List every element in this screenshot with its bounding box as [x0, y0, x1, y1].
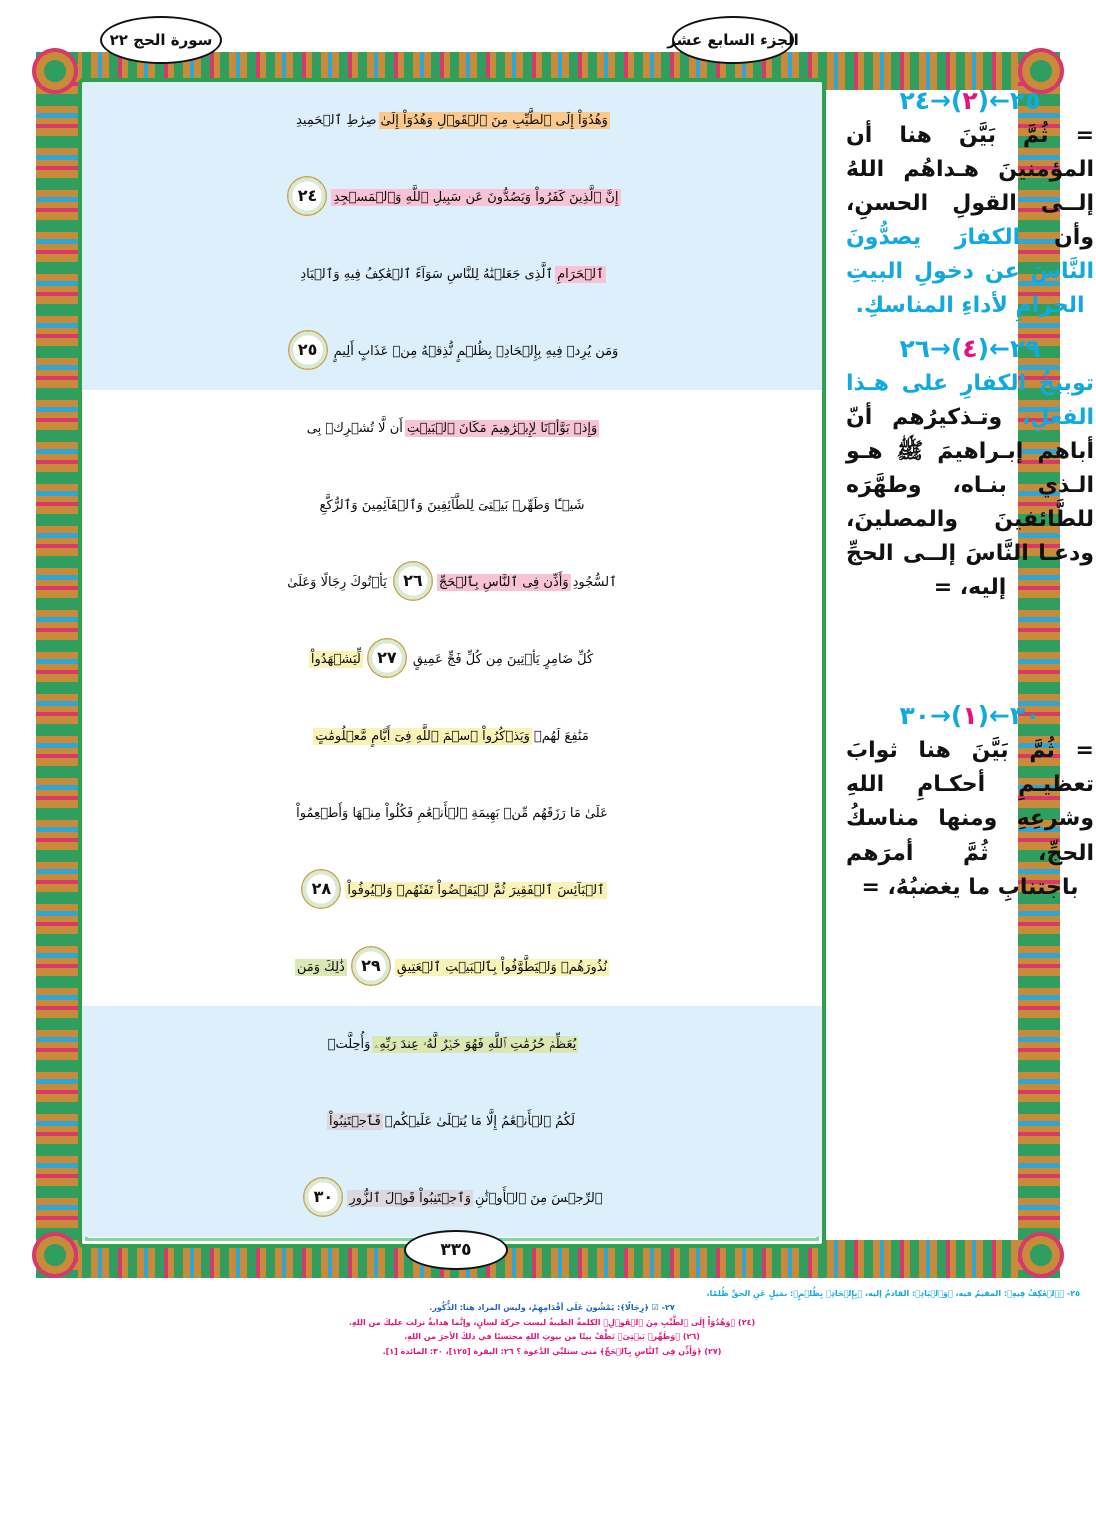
ayah-number-marker: ٣٠ — [303, 1177, 343, 1217]
commentary-text — [846, 367, 1094, 606]
ayah-number-marker: ٢٦ — [393, 561, 433, 601]
quran-segment: لِّيَشۡهَدُواْ — [310, 651, 361, 667]
verse-range-header — [846, 334, 1094, 363]
quran-line — [82, 544, 822, 621]
footnote-line: ٢٧- ☑ ﴿رِجَالًا﴾: يَمْشُونَ عَلَى أقْدَامِهِمْ، وليس المراد هنا: الذُّكُور. — [429, 1303, 675, 1313]
quran-line — [82, 82, 822, 159]
commentary-run: = ثُمَّ بَيَّنَ هنا أن المؤمنينَ هـداهُم اللهُ إلــى القولِ الحسنِ، وأن — [846, 123, 1094, 251]
quran-segment: وَٱجۡتَنِبُواْ قَوۡلَ ٱلزُّورِ — [349, 1190, 471, 1206]
quran-line — [82, 236, 822, 313]
quran-segment: ثُمَّ لۡيَقۡضُواْ تَفَثَهُمۡ وَلۡيُوفُواْ — [347, 882, 506, 898]
quran-line — [82, 390, 822, 467]
quran-segment: يُعَظِّمۡ حُرُمَٰتِ ٱللَّهِ فَهُوَ خَيۡرٌ لَّهُۥ عِندَ رَبِّهِۦ — [374, 1036, 577, 1052]
verse-range-from: ٢٤ — [899, 86, 930, 115]
quran-line — [82, 467, 822, 544]
commentary-text — [846, 734, 1094, 904]
arrow-right-icon: )→ — [929, 701, 963, 731]
footnote-line: (٢٤) ﴿وَهُدُوٓاْ إِلَى ٱلطَّيِّبِ مِنَ ٱلۡقَوۡلِ﴾ الكلمةُ الطيبةُ ليست حركةَ لسانٍ، وإنَّما هدايةٌ نزلت عليكَ من اللهِ. — [348, 1317, 756, 1327]
quran-segment: وَإِذۡ بَوَّأۡنَا لِإِبۡرَٰهِيمَ مَكَانَ ٱلۡبَيۡتِ — [406, 420, 598, 436]
quran-segment: ٱلۡبَآئِسَ ٱلۡفَقِيرَ — [509, 882, 605, 898]
verse-range-to: ٢٥ — [1010, 86, 1041, 115]
arrow-left-icon: ←( — [977, 333, 1010, 363]
quran-segment: وَمَن يُرِدۡ فِيهِ بِإِلۡحَادِۭ بِظُلۡمٍ نُّذِقۡهُ مِنۡ عَذَابٍ أَلِيمٍ — [333, 343, 619, 359]
corner-rosette-bottom-left — [32, 1232, 78, 1278]
commentary-block — [846, 701, 1094, 904]
quran-segment: إِنَّ ٱلَّذِينَ كَفَرُواْ وَيَصُدُّونَ عَن سَبِيلِ ٱللَّهِ وَٱلۡمَسۡجِدِ — [333, 189, 619, 205]
quran-segment: ٱلَّذِى جَعَلۡنَٰهُ لِلنَّاسِ سَوَآءً ٱلۡعَٰكِفُ فِيهِ وَٱلۡبَادِ — [300, 266, 554, 282]
verse-range-header — [846, 86, 1094, 115]
quran-line — [82, 313, 822, 390]
quran-line — [82, 698, 822, 775]
commentary-run: توبيخُ الكفارِ على هـذا الفعلِ، — [846, 370, 1094, 430]
footnote-line: (٢٦) ﴿وَطَهِّرۡ بَيۡتِىَ﴾ نَظِّفْ بيتًا من بيوتِ اللهِ محتسبًا في ذلكَ الأجرَ من اللهِ. — [404, 1332, 700, 1342]
arrow-left-icon: ←( — [977, 86, 1010, 115]
verse-range-from: ٢٦ — [899, 333, 930, 363]
verse-range-from: ٣٠ — [899, 701, 930, 731]
commentary-sidebar — [846, 86, 1094, 1266]
quran-segment: فَٱجۡتَنِبُواْ — [329, 1113, 381, 1129]
quran-segment: ٱلسُّجُودِ — [572, 574, 617, 590]
quran-segment: مَنَٰفِعَ لَهُمۡ — [533, 728, 589, 744]
quran-line — [82, 159, 822, 236]
verse-range-to: ٢٩ — [1010, 333, 1041, 363]
quran-segment: كُلِّ ضَامِرٍ يَأۡتِينَ مِن كُلِّ فَجٍّ عَمِيقٍ — [412, 651, 594, 667]
page-number-plate — [404, 1230, 508, 1270]
quran-segment: لَكُمُ ٱلۡأَنۡعَٰمُ إِلَّا مَا يُتۡلَىٰ عَلَيۡكُمۡ — [384, 1113, 575, 1129]
surah-medallion-label: سورة الحج ٢٢ — [109, 31, 213, 49]
quran-segment: عَلَىٰ مَا رَزَقَهُم مِّنۢ بَهِيمَةِ ٱلۡأَنۡعَٰمِ فَكُلُواْ مِنۡهَا وَأَطۡعِمُواْ — [296, 805, 608, 821]
commentary-run: الكفارَ يصدُّونَ النَّاسَ عن دخولِ البيتِ الحرامِ لأداءِ المناسكِ. — [846, 225, 1094, 319]
footnotes-section — [24, 1288, 1080, 1360]
commentary-run: = ثُمَّ بَيَّنَ هنا ثوابَ تعظيـمِ أحكـامِ اللهِ وشرعِهِ ومنها مناسكُ الحجِّ، ثُمَّ أمرَهم باجتنابِ ما يغضبُهُ، = — [846, 738, 1094, 900]
juz-medallion-label: الجزء السابع عشر — [667, 31, 799, 49]
quran-segment: وَيَذۡكُرُواْ ٱسۡمَ ٱللَّهِ فِىٓ أَيَّامٍ مَّعۡلُومَٰتٍ — [315, 728, 530, 744]
quran-segment: ذَٰلِكَ وَمَن — [296, 959, 345, 975]
quran-line — [82, 1083, 822, 1160]
juz-medallion — [667, 16, 799, 64]
ayah-number-marker: ٢٤ — [287, 176, 327, 216]
quran-segment: شَيۡـًٔا وَطَهِّرۡ بَيۡتِىَ لِلطَّآئِفِينَ وَٱلۡقَآئِمِينَ وَٱلرُّكَّعِ — [319, 497, 585, 513]
verse-count: ٢ — [962, 86, 978, 115]
verse-count: ٤ — [962, 333, 978, 363]
quran-segment: يَأۡتُوكَ رِجَالًا وَعَلَىٰ — [287, 574, 387, 590]
quran-segment: نُذُورَهُمۡ وَلۡيَطَّوَّفُواْ بِٱلۡبَيۡتِ ٱلۡعَتِيقِ — [396, 959, 608, 975]
quran-line — [82, 775, 822, 852]
quran-line — [82, 621, 822, 698]
ayah-number-marker: ٢٩ — [351, 946, 391, 986]
commentary-run: وتـذكيرُهم أنّ أباهم إبـراهيمَ ﷺ هـو الـذي بنـاه، وطهَّرَه للطَّائفينَ والمصلينَ، ودعـا النَّاسَ إلــى الحجِّ إليه، = — [846, 404, 1094, 601]
quran-segment: وَأَذِّن فِى ٱلنَّاسِ بِٱلۡحَجِّ — [438, 574, 569, 590]
quran-segment: أَن لَّا تُشۡرِكۡ بِى — [306, 420, 403, 436]
arrow-right-icon: )→ — [929, 86, 963, 115]
footnote-line: ٢٥- ﴿ٱلۡعَٰكِفُ فِيهِ﴾: المقيمُ فيه، ﴿وَٱلۡبَادِ﴾: القادمُ إليه، ﴿بِإِلۡحَادِۭ بِظُلۡمٍ﴾: بمَيلٍ عَنِ الحقِّ ظُلمًا، — [706, 1289, 1080, 1298]
ayah-number-marker: ٢٥ — [288, 330, 328, 370]
commentary-text — [846, 119, 1094, 324]
quran-line — [82, 1006, 822, 1083]
corner-rosette-top-left — [32, 48, 78, 94]
ayah-number-marker: ٢٨ — [301, 869, 341, 909]
arrow-left-icon: ←( — [977, 701, 1010, 731]
arrow-right-icon: )→ — [929, 333, 963, 363]
commentary-block — [846, 86, 1094, 324]
quran-line — [82, 929, 822, 1006]
verse-count: ١ — [962, 701, 978, 731]
surah-medallion — [100, 16, 222, 64]
quran-segment: ٱلۡحَرَامِ — [557, 266, 604, 282]
page-number-label: ٣٣٥ — [440, 1240, 472, 1260]
border-ornament-left — [36, 52, 78, 1278]
verse-range-to: ٣٠ — [1010, 701, 1041, 731]
quran-segment: صِرَٰطِ ٱلۡحَمِيدِ — [296, 112, 377, 128]
footnote-line: (٢٧) ﴿وَأَذِّن فِى ٱلنَّاسِ بِٱلۡحَجِّ﴾ متى ستلبِّي الدَّعوة ؟ ٢٦: البقرة [١٢٥]، ٣٠: المائدة [١]. — [382, 1346, 722, 1356]
quran-text-frame — [78, 78, 826, 1248]
commentary-block — [846, 334, 1094, 606]
quran-segment: وَهُدُوٓاْ إِلَى ٱلطَّيِّبِ مِنَ ٱلۡقَوۡلِ وَهُدُوٓاْ إِلَىٰ — [380, 112, 608, 128]
quran-segment: ٱلرِّجۡسَ مِنَ ٱلۡأَوۡثَٰنِ — [475, 1190, 603, 1206]
quran-line — [82, 1160, 822, 1237]
quran-line — [82, 852, 822, 929]
verse-range-header — [846, 701, 1094, 730]
quran-segment: وَأُحِلَّتۡ — [327, 1036, 371, 1052]
ayah-number-marker: ٢٧ — [367, 638, 407, 678]
